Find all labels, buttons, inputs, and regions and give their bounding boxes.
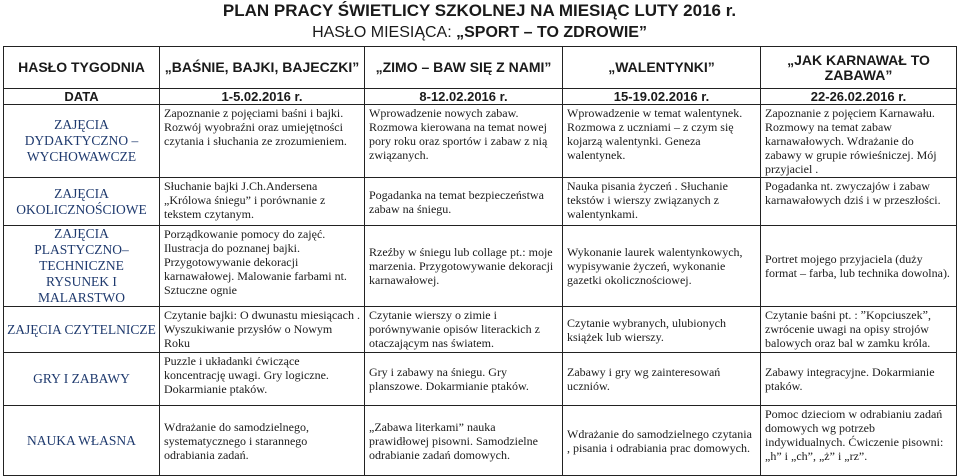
date-label: DATA: [4, 89, 160, 105]
activity-row: [4, 353, 957, 406]
date-week-1: 1-5.02.2016 r.: [160, 89, 365, 105]
activity-cell: Czytanie wybranych, ulubionych książek lub wierszy.: [563, 307, 761, 353]
row-category: ZAJĘCIA DYDAKTYCZNO – WYCHOWAWCZE: [4, 105, 160, 178]
date-week-4: 22-26.02.2016 r.: [761, 89, 957, 105]
activity-row: [4, 105, 957, 178]
activity-row: [4, 226, 957, 307]
activity-cell: Słuchanie bajki J.Ch.Andersena „Królowa śniegu” i porównanie z tekstem czytanym.: [160, 178, 365, 226]
activity-cell: Gry i zabawy na śniegu. Gry planszowe. Dokarmianie ptaków.: [365, 353, 563, 406]
monthly-motto: „SPORT – TO ZDROWIE”: [456, 24, 647, 41]
week-theme-3: „WALENTYNKI”: [563, 47, 761, 89]
activity-cell: Zabawy i gry wg zainteresowań uczniów.: [563, 353, 761, 406]
activity-cell: Zapoznanie z pojęciami baśni i bajki. Rozwój wyobraźni oraz umiejętności czytania i słuchania ze zrozumieniem.: [160, 105, 365, 178]
week-theme-4: „JAK KARNAWAŁ TO ZABAWA”: [761, 47, 957, 89]
subtitle-prefix: HASŁO MIESIĄCA:: [312, 24, 457, 41]
activity-cell: Czytanie baśni pt. : ˮKopciuszekˮ, zwrócenie uwagi na opisy strojów balowych oraz bal w zamku króla.: [761, 307, 957, 353]
week-theme-row: [4, 47, 957, 89]
activity-cell: Zabawy integracyjne. Dokarmianie ptaków.: [761, 353, 957, 406]
activity-cell: Puzzle i układanki ćwiczące koncentrację uwagi. Gry logiczne. Dokarmianie ptaków.: [160, 353, 365, 406]
activity-cell: „Zabawa literkami” nauka prawidłowej pisowni. Samodzielne odrabianie zadań domowych.: [365, 406, 563, 476]
activity-row: [4, 406, 957, 476]
activity-cell: Pogadanka na temat bezpieczeństwa zabaw na śniegu.: [365, 178, 563, 226]
row-category: GRY I ZABAWY: [4, 353, 160, 406]
activity-cell: Nauka pisania życzeń . Słuchanie tekstów i wierszy związanych z walentynkami.: [563, 178, 761, 226]
row-category: ZAJĘCIA CZYTELNICZE: [4, 307, 160, 353]
activity-cell: Wprowadzenie w temat walentynek. Rozmowa z uczniami – z czym się kojarzą walentynki. Geneza walentynek.: [563, 105, 761, 178]
row-category: ZAJĘCIA PLASTYCZNO– TECHNICZNE RYSUNEK I MALARSTWO: [4, 226, 160, 307]
activity-cell: Czytanie wierszy o zimie i porównywanie opisów literackich z otaczającym nas światem.: [365, 307, 563, 353]
activity-cell: Pomoc dzieciom w odrabianiu zadań domowych wg potrzeb indywidualnych. Ćwiczenie pisowni: „h” i „ch”, „ż” i „rz”.: [761, 406, 957, 476]
activity-cell: Porządkowanie pomocy do zajęć. Ilustracja do poznanej bajki. Przygotowywanie dekoracji karnawałowej. Malowanie farbami nt. Sztuczne ognie: [160, 226, 365, 307]
activity-row: [4, 307, 957, 353]
week-theme-label: HASŁO TYGODNIA: [4, 47, 160, 89]
activity-cell: Portret mojego przyjaciela (duży format – farba, lub technika dowolna).: [761, 226, 957, 307]
activity-cell: Wdrażanie do samodzielnego czytania , pisania i odrabiania prac domowych.: [563, 406, 761, 476]
activity-cell: Wykonanie laurek walentynkowych, wypisywanie życzeń, wykonanie gazetki okolicznościowej.: [563, 226, 761, 307]
week-theme-2: „ZIMO – BAW SIĘ Z NAMI”: [365, 47, 563, 89]
activity-cell: Pogadanka nt. zwyczajów i zabaw karnawałowych dziś i w przeszłości.: [761, 178, 957, 226]
week-theme-1: „BAŚNIE, BAJKI, BAJECZKI”: [160, 47, 365, 89]
activity-cell: Rzeźby w śniegu lub collage pt.: moje marzenia. Przygotowywanie dekoracji karnawałowej.: [365, 226, 563, 307]
date-week-3: 15-19.02.2016 r.: [563, 89, 761, 105]
row-category: ZAJĘCIA OKOLICZNOŚCIOWE: [4, 178, 160, 226]
page-title: PLAN PRACY ŚWIETLICY SZKOLNEJ NA MIESIĄC LUTY 2016 r.: [222, 1, 737, 20]
activity-cell: Czytanie bajki: O dwunastu miesiącach . Wyszukiwanie przysłów o Nowym Roku: [160, 307, 365, 353]
date-week-2: 8-12.02.2016 r.: [365, 89, 563, 105]
activity-cell: Wdrażanie do samodzielnego, systematycznego i starannego odrabiania zadań.: [160, 406, 365, 476]
page-subtitle: [0, 23, 959, 43]
row-category: NAUKA WŁASNA: [4, 406, 160, 476]
date-row: [4, 89, 957, 105]
activity-cell: Zapoznanie z pojęciem Karnawału. Rozmowy na temat zabaw karnawałowych. Wdrażanie do zabawy w grupie rówieśniczej. Mój przyjaciel .: [761, 105, 957, 178]
activity-row: [4, 178, 957, 226]
activity-cell: Wprowadzenie nowych zabaw. Rozmowa kierowana na temat nowej pory roku oraz sportów i zabaw z nią związanych.: [365, 105, 563, 178]
plan-table: [3, 46, 957, 476]
